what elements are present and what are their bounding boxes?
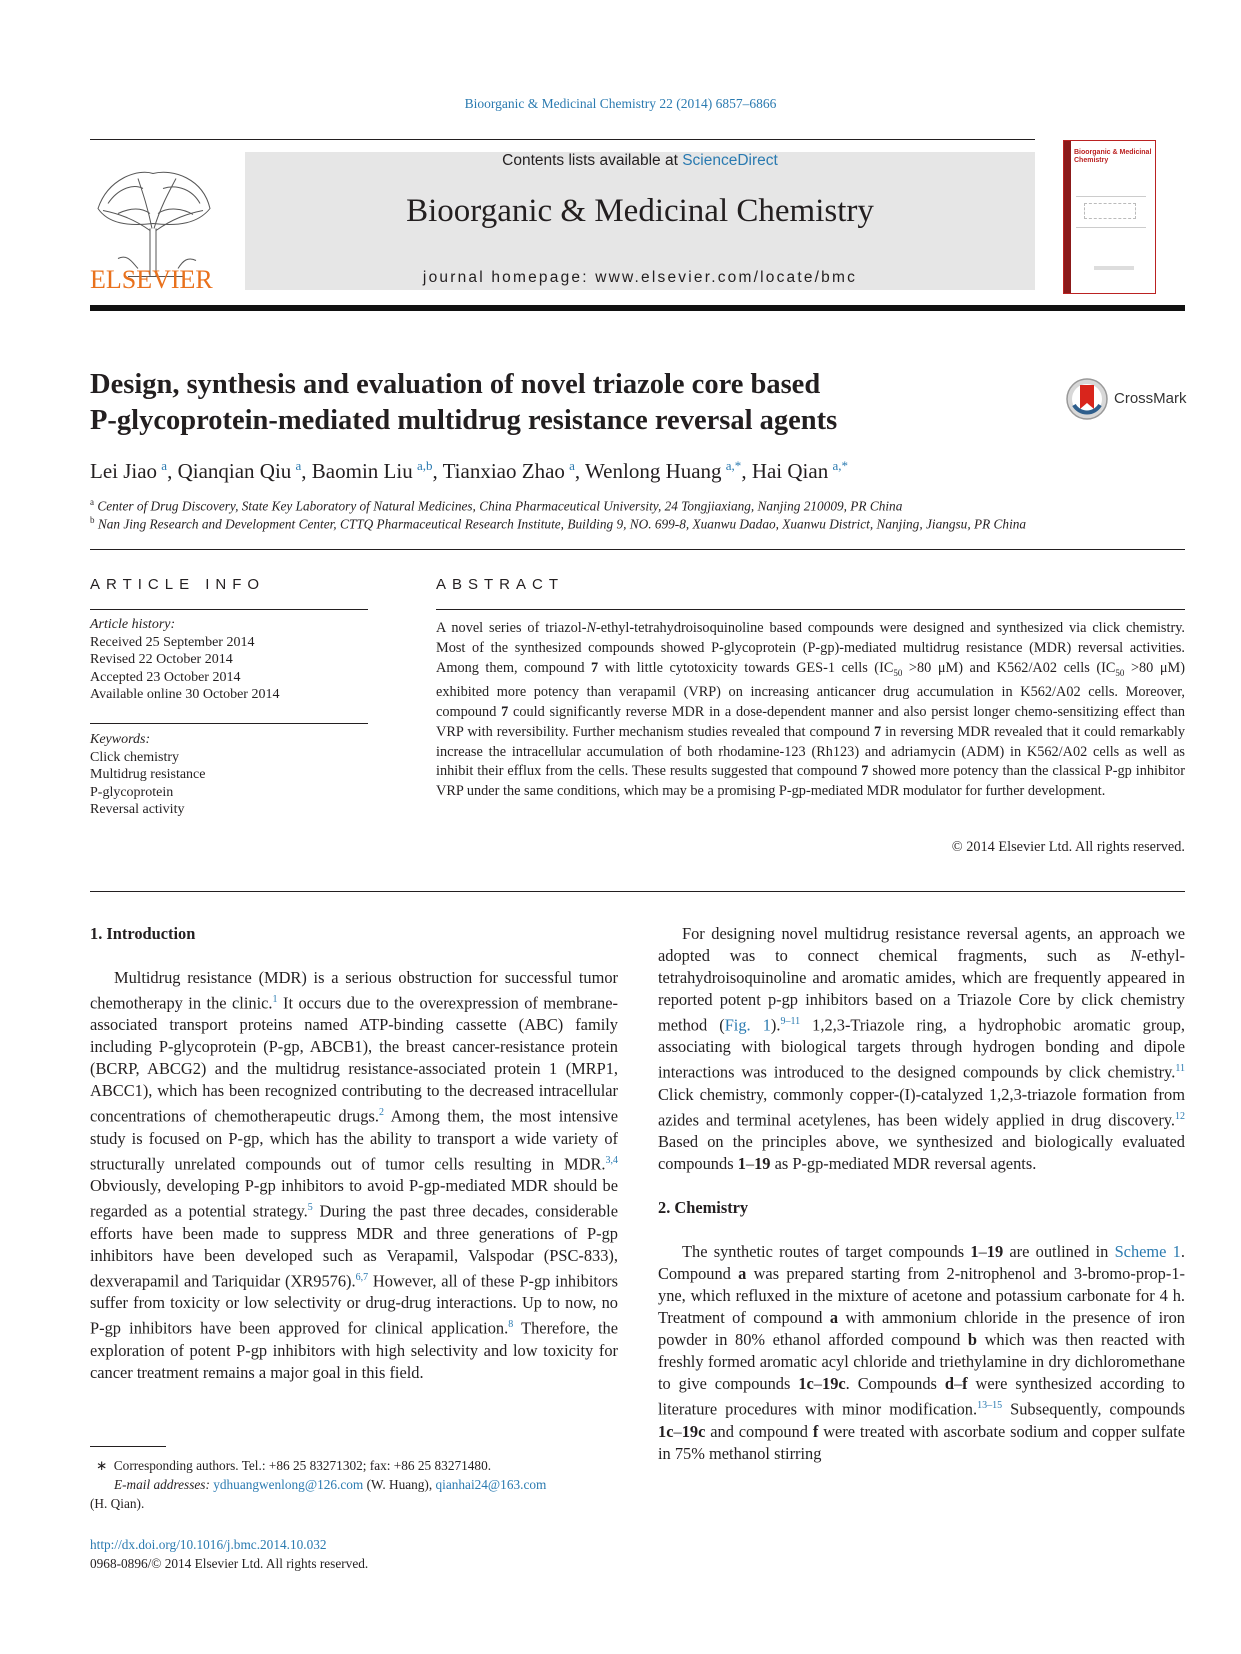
keywords-label: Keywords: <box>90 732 151 747</box>
email-label: E-mail addresses: <box>114 1477 210 1492</box>
affiliation-b: $^b$ Nan Jing Research and Development Center, CTTQ Pharmaceutical Research Institute, Building 9, NO. 699-8, Xuanwu Dadao, Xuanwu District, Nanjing, Jiangsu, PR China <box>90 515 1027 532</box>
info-rule-top <box>90 609 368 610</box>
header-rule <box>90 139 1035 140</box>
left-column <box>90 923 618 1384</box>
author-affil-mark[interactable]: a <box>569 458 575 473</box>
history-accepted: Accepted 23 October 2014 <box>90 669 241 685</box>
abstract-copyright: © 2014 Elsevier Ltd. All rights reserved. <box>951 839 1185 855</box>
journal-cover-thumbnail <box>1063 140 1156 294</box>
abstract-heading: ABSTRACT <box>436 576 565 593</box>
intro-paragraph-2: For designing novel multidrug resistance reversal agents, an approach we adopted was to connect chemical fragments, such as N-ethyl-tetrahydroisoquinoline and aromatic amides, which are frequently appeared in reported potent p-gp inhibitors based on a Triazole Core by click chemistry method (Fig. 1).$^{9-11}$ 1,2,3-Triazole ring, a hydrophobic aromatic group, associating with biological targets through hydrogen bonding and dipole interactions was introduced to the designed compounds by click chemistry.$^{11}$ Click chemistry, commonly copper-(I)-catalyzed 1,2,3-triazole formation from azides and terminal acetylenes, has been widely applied in drug discovery.$^{12}$ Based on the principles above, we synthesized and biologically evaluated compounds 1–19 as P-gp-mediated MDR reversal agents. <box>658 924 1185 1174</box>
author-name: Hai Qian <box>751 459 829 483</box>
affiliation-a-text: Center of Drug Discovery, State Key Laboratory of Natural Medicines, China Pharmaceutical University, 24 Tongjiaxiang, Nanjing 210009, PR China <box>97 498 903 514</box>
abstract-body: A novel series of triazol-N-ethyl-tetrahydroisoquinoline based compounds were designed and synthesized via click chemistry. Most of the synthesized compounds showed P-glycoprotein (P-gp)-mediated multidrug resistance (MDR) reversal activities. Among them, compound 7 with little cytotoxicity towards GES-1 cells ($IC_{50} >80$ μM) and K562/A02 cells ($IC_{50} >80$ μM) exhibited more potency than verapamil (VRP) on increasing anticancer drug accumulation in K562/A02 cells. Moreover, compound 7 could significantly reverse MDR in a dose-dependent manner and also persist longer chemo-sensitizing effect than VRP with reversibility. Further mechanism studies revealed that compound 7 in reversing MDR revealed that it could remarkably increase the intracellular accumulation of both rhodamine-123 (Rh123) and adriamycin (ADM) in K562/A02 cells as well as inhibit their efflux from the cells. These results suggested that compound 7 showed more potency than the classical P-gp inhibitor VRP under the same conditions, which may be a promising P-gp-mediated MDR modulator for further development. <box>436 620 1186 800</box>
corresponding-note: ∗ Corresponding authors. Tel.: +86 25 83271302; fax: +86 25 83271480. <box>96 1458 492 1473</box>
doi-link[interactable]: http://dx.doi.org/10.1016/j.bmc.2014.10.032 <box>90 1537 327 1552</box>
chemistry-paragraph: The synthetic routes of target compounds 1–19 are outlined in Scheme 1. Compound a was prepared starting from 2-nitrophenol and 3-bromo-prop-1-yne, which refluxed in the mixture of acetone and potassium carbonate for 4 h. Treatment of compound a with ammonium chloride in the presence of iron powder in 80% ethanol afforded compound b which was then reacted with freshly formed aromatic acyl chloride and triethylamine in dry dichloromethane to give compounds 1c–19c. Compounds d–f were synthesized according to literature procedures with minor modification.$^{13-15}$ Subsequently, compounds 1c–19c and compound f were treated with ascorbate sodium and copper sulfate in 75% methanol stirring <box>658 1242 1186 1463</box>
author-affil-mark[interactable]: a <box>161 458 168 473</box>
author-name: Tianxiao Zhao <box>442 459 565 483</box>
keyword-item: Reversal activity <box>90 802 185 818</box>
keyword-item: P-glycoprotein <box>90 784 174 800</box>
info-rule-mid <box>90 723 368 724</box>
author-affil-mark[interactable]: a <box>295 458 302 473</box>
body-rule <box>90 891 1185 892</box>
crossmark-label: CrossMark <box>1114 390 1187 407</box>
footnote <box>90 1456 620 1513</box>
doi-block <box>90 1535 368 1573</box>
contents-line <box>245 152 1035 170</box>
right-column <box>658 923 1185 1465</box>
corresponding-text: Corresponding authors. Tel.: +86 25 83271302; fax: +86 25 83271480. <box>113 1458 492 1473</box>
crossmark-icon <box>1065 377 1109 421</box>
journal-homepage[interactable]: journal homepage: www.elsevier.com/locate/bmc <box>422 269 858 286</box>
journal-citation[interactable]: Bioorganic & Medicinal Chemistry 22 (2014) 6857–6866 <box>464 96 777 111</box>
affiliation-a: $^a$ Center of Drug Discovery, State Key Laboratory of Natural Medicines, China Pharmaceutical University, 24 Tongjiaxiang, Nanjing 210009, PR China <box>90 497 903 514</box>
email-link-huang[interactable]: ydhuangwenlong@126.com <box>213 1477 364 1492</box>
author-name: Baomin Liu <box>311 459 413 483</box>
history-received: Received 25 September 2014 <box>90 634 255 650</box>
author-list: Lei Jiao $^a$, Qianqian Qiu $^a$, Baomin Liu $^{a,b}$, Tianxiao Zhao $^a$, Wenlong Huang $^{a,*}$, Hai Qian $^{a,*}$ <box>90 458 848 483</box>
article-history <box>90 616 368 704</box>
keywords <box>90 731 368 819</box>
elsevier-wordmark: ELSEVIER <box>90 265 213 294</box>
email-qian-name: (H. Qian). <box>90 1496 145 1511</box>
chemistry-heading: 2. Chemistry <box>658 1198 749 1218</box>
sciencedirect-link[interactable]: ScienceDirect <box>682 152 778 169</box>
issn-line: 0968-0896/© 2014 Elsevier Ltd. All rights reserved. <box>90 1556 369 1571</box>
email-link-qian[interactable]: qianhai24@163.com <box>435 1477 547 1492</box>
fig1-link[interactable]: Fig. 1 <box>724 1015 771 1035</box>
crossmark-badge[interactable] <box>1065 376 1190 422</box>
journal-name: Bioorganic & Medicinal Chemistry <box>406 193 874 229</box>
cover-title: Bioorganic & Medicinal Chemistry <box>1074 149 1152 164</box>
email-line <box>90 1475 620 1494</box>
email-huang-name: (W. Huang), <box>366 1477 433 1492</box>
contents-prefix: Contents lists available at <box>502 152 678 169</box>
keyword-item: Multidrug resistance <box>90 767 206 783</box>
author-name: Wenlong Huang <box>585 459 722 483</box>
scheme1-link[interactable]: Scheme 1 <box>1114 1242 1181 1262</box>
affiliation-b-text: Nan Jing Research and Development Center, CTTQ Pharmaceutical Research Institute, Building 9, NO. 699-8, Xuanwu Dadao, Xuanwu District, Nanjing, Jiangsu, PR China <box>97 516 1027 532</box>
author-affil-mark[interactable]: a,b <box>416 458 433 473</box>
author-name: Qianqian Qiu <box>177 459 292 483</box>
keyword-item: Click chemistry <box>90 749 180 765</box>
article-info-heading: ARTICLE INFO <box>90 576 266 593</box>
footnote-rule <box>90 1446 166 1447</box>
abstract-rule <box>436 609 1185 610</box>
author-affil-mark[interactable]: a,* <box>725 458 742 473</box>
affiliation-rule <box>90 549 1185 550</box>
history-revised: Revised 22 October 2014 <box>90 652 233 668</box>
history-label: Article history: <box>90 617 176 632</box>
author-affil-mark[interactable]: a,* <box>832 458 848 473</box>
author-name: Lei Jiao <box>90 459 158 483</box>
header-thick-rule <box>90 305 1185 311</box>
intro-heading: 1. Introduction <box>90 924 196 943</box>
title-line-2: P-glycoprotein-mediated multidrug resistance reversal agents <box>90 405 838 436</box>
title-line-1: Design, synthesis and evaluation of novel triazole core based <box>90 369 821 400</box>
intro-paragraph: Multidrug resistance (MDR) is a serious obstruction for successful tumor chemotherapy in the clinic.$^1$ It occurs due to the overexpression of membrane-associated transport proteins named ATP-binding cassette (ABC) family including P-glycoprotein (P-gp, ABCB1), the breast cancer-resistance protein (BCRP, ABCG2) and the multidrug resistance-associated protein 1 (MRP1, ABCC1), which has been recognized contributing to the decreased intracellular concentrations of chemotherapeutic drugs.$^2$ Among them, the most intensive study is focused on P-gp, which has the ability to transport a wide variety of structurally unrelated compounds out of tumor cells resulting in MDR.$^{3,4}$ Obviously, developing P-gp inhibitors to avoid P-gp-mediated MDR should be regarded as a potential strategy.$^5$ During the past three decades, considerable efforts have been made to suppress MDR and three generations of P-gp inhibitors have been developed such as Verapamil, Valspodar (PSC-833), dexverapamil and Tariquidar (XR9576).$^{6,7}$ However, all of these P-gp inhibitors suffer from toxicity or low selectivity or drug-drug interactions. Up to now, no P-gp inhibitors have been approved for clinical application.$^8$ Therefore, the exploration of potent P-gp inhibitors with high selectivity and low toxicity for cancer treatment remains a major goal in this field. <box>90 968 618 1382</box>
article-title <box>90 367 990 439</box>
history-online: Available online 30 October 2014 <box>90 687 280 703</box>
